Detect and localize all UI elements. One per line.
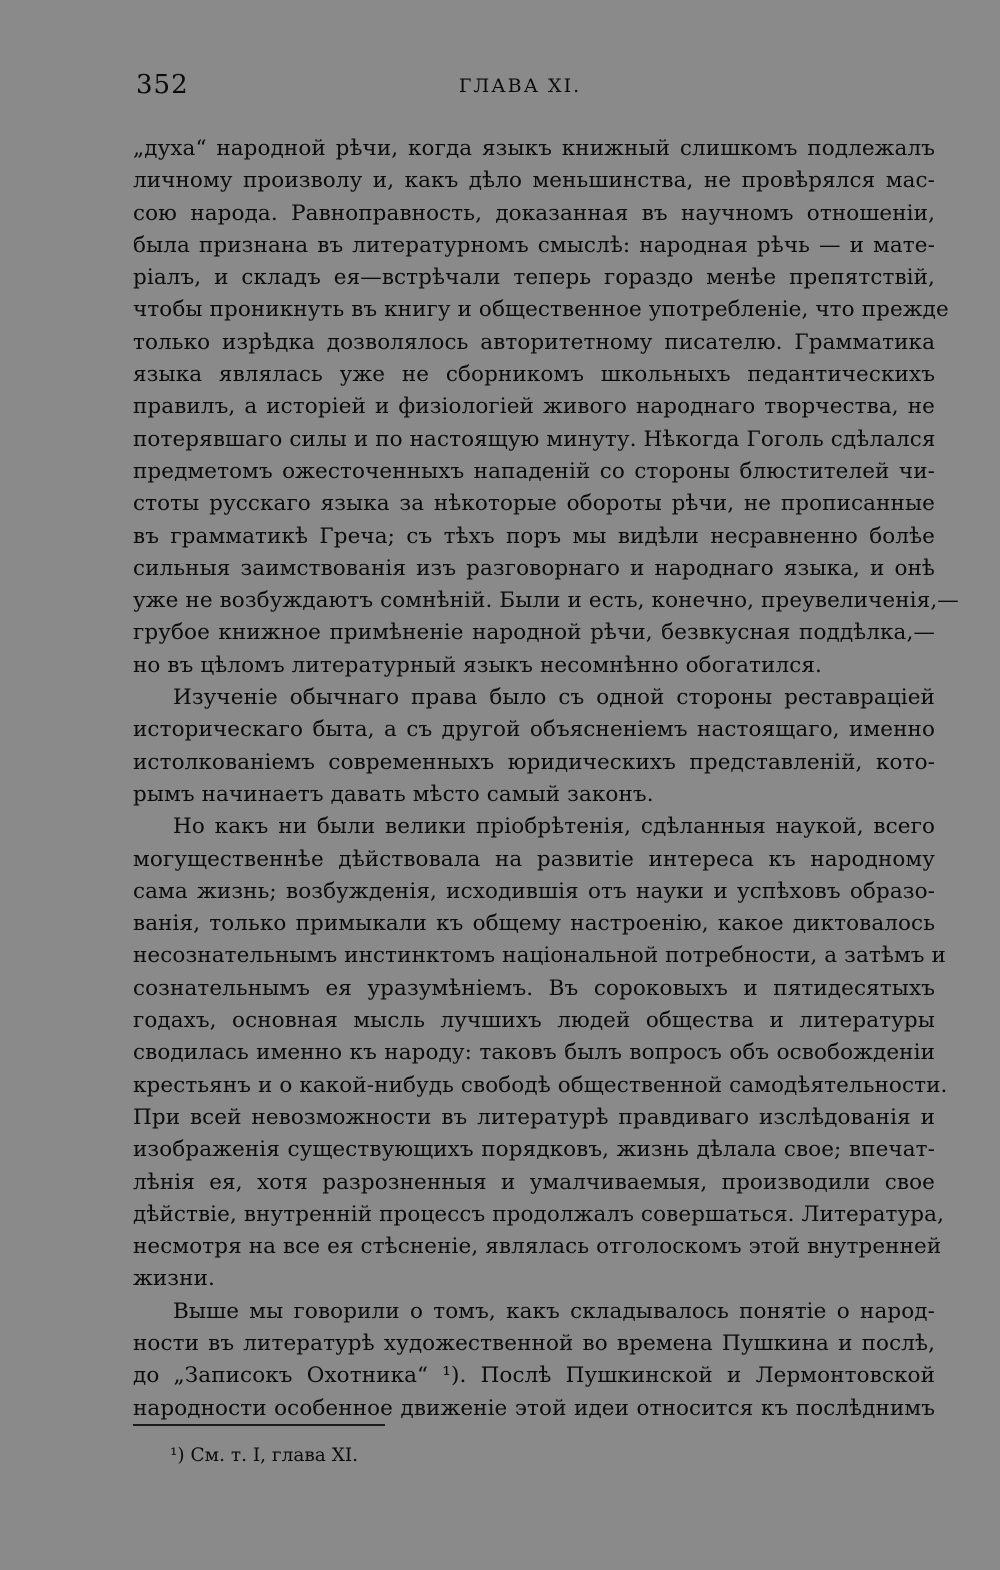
text-line: уже не возбуждаютъ сомнѣній. Были и есть, конечно, преувеличенія,—: [133, 588, 959, 614]
text-line: правилъ, а исторіей и физіологіей живого народнаго творчества, не: [133, 394, 935, 420]
text-line: потерявшаго силы и по настоящую минуту. Нѣкогда Гоголь сдѣлался: [133, 426, 936, 452]
text-line: сама жизнь; возбужденія, исходившія отъ науки и успѣховъ образо-: [133, 878, 935, 904]
text-line: личному произволу и, какъ дѣло меньшинства, не провѣрялся мас-: [133, 168, 935, 194]
text-line: истолкованіемъ современныхъ юридическихъ представленій, кото-: [133, 749, 935, 775]
text-line: въ грамматикѣ Греча; съ тѣхъ поръ мы видѣли несравненно болѣе: [133, 523, 935, 549]
text-line: ріалъ, и складъ ея—встрѣчали теперь гораздо менѣе препятствій,: [133, 265, 935, 291]
page-number: 352: [136, 70, 189, 100]
paragraph-start-line: Изученіе обычнаго права было съ одной стороны реставраціей: [173, 685, 935, 711]
text-line: несознательнымъ инстинктомъ національной потребности, а затѣмъ и: [133, 943, 946, 969]
text-line: языка являлась уже не сборникомъ школьныхъ педантическихъ: [133, 362, 935, 388]
body-text: [133, 133, 959, 1425]
footnote: [170, 1445, 358, 1466]
running-head: ГЛАВА XI.: [458, 75, 582, 97]
text-line: до „Записокъ Охотника“ ¹). Послѣ Пушкинской и Лермонтовской: [133, 1363, 935, 1389]
text-line: дѣйствіе, внутренній процессъ продолжалъ совершаться. Литература,: [133, 1201, 945, 1227]
text-line: ванія, только примыкали къ общему настроенію, какое диктовалось: [133, 911, 935, 937]
text-line: сильныя заимствованія изъ разговорнаго и народнаго языка, и онѣ: [133, 555, 935, 581]
text-line: изображенія существующихъ порядковъ, жизнь дѣлала свое; впечат-: [133, 1137, 935, 1163]
text-line: могущественнѣе дѣйствовала на развитіе интереса къ народному: [133, 846, 935, 872]
text-line: годахъ, основная мысль лучшихъ людей общества и литературы: [133, 1008, 935, 1034]
text-line: сознательнымъ ея уразумѣніемъ. Въ сороковыхъ и пятидесятыхъ: [133, 975, 935, 1001]
text-line: только изрѣдка дозволялось авторитетному писателю. Грамматика: [133, 329, 935, 355]
text-line: историческаго быта, а съ другой объясненіемъ настоящаго, именно: [133, 717, 935, 743]
paragraph-start-line: Выше мы говорили о томъ, какъ складывалось понятіе о народ-: [173, 1298, 935, 1324]
text-line: грубое книжное примѣненіе народной рѣчи, безвкусная поддѣлка,—: [133, 620, 935, 646]
paragraph-start-line: Но какъ ни были велики пріобрѣтенія, сдѣланныя наукой, всего: [173, 814, 935, 840]
footnote-marker: ¹): [170, 1445, 185, 1466]
text-line: но въ цѣломъ литературный языкъ несомнѣнно обогатился.: [133, 652, 822, 678]
footnote-text: См. т. I, глава XI.: [190, 1445, 359, 1466]
text-line: рымъ начинаетъ давать мѣсто самый законъ.: [133, 781, 654, 807]
text-line: несмотря на все ея стѣсненіе, являлась отголоскомъ этой внутренней: [133, 1234, 942, 1260]
text-line: была признана въ литературномъ смыслѣ: народная рѣчь — и мате-: [133, 232, 935, 258]
text-line: крестьянъ и о какой-нибудь свободѣ общественной самодѣятельности.: [133, 1072, 948, 1098]
text-line: сою народа. Равноправность, доказанная въ научномъ отношеніи,: [133, 200, 935, 226]
text-line: чтобы проникнуть въ книгу и общественное употребленіе, что прежде: [133, 297, 949, 323]
text-line: лѣнія ея, хотя разрозненныя и умалчиваемыя, производили свое: [133, 1169, 935, 1195]
text-line: сводилась именно къ народу: таковъ былъ вопросъ объ освобожденіи: [133, 1040, 935, 1066]
text-line: предметомъ ожесточенныхъ нападеній со стороны блюстителей чи-: [133, 458, 935, 484]
text-line: народности особенное движеніе этой идеи относится къ послѣднимъ: [133, 1395, 935, 1421]
text-line: жизни.: [133, 1266, 215, 1292]
text-line: ности въ литературѣ художественной во времена Пушкина и послѣ,: [133, 1330, 935, 1356]
footnote-divider: [133, 1424, 385, 1426]
text-line: „духа“ народной рѣчи, когда языкъ книжный слишкомъ подлежалъ: [133, 136, 935, 161]
text-line: стоты русскаго языка за нѣкоторые обороты рѣчи, не прописанные: [133, 491, 935, 517]
text-line: При всей невозможности въ литературѣ правдиваго изслѣдованія и: [133, 1104, 935, 1130]
